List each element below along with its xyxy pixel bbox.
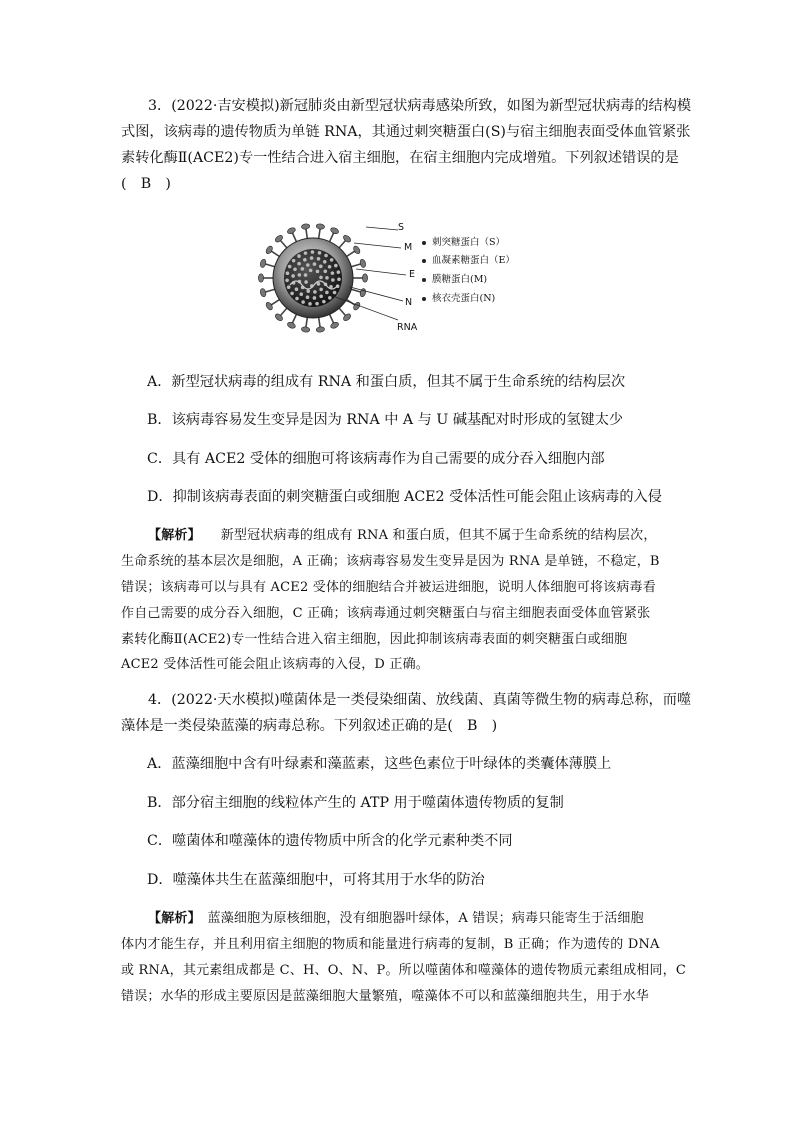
spike-head (362, 274, 367, 282)
q4-option-c: C．噬菌体和噬藻体的遗传物质中所含的化学元素种类不同 (147, 833, 513, 849)
nucleocapsid-dot (304, 280, 308, 284)
nucleocapsid-dot (297, 262, 301, 266)
spike-head (316, 326, 325, 332)
nucleocapsid-dot (313, 262, 317, 266)
nucleocapsid-dot (317, 257, 321, 261)
nucleocapsid-dot (287, 285, 291, 289)
nucleocapsid-dot (293, 267, 297, 271)
nucleocapsid-dot (323, 269, 327, 273)
nucleocapsid-dot (306, 295, 310, 299)
spike-head (259, 259, 266, 269)
nucleocapsid-dot (295, 297, 299, 301)
spike-head (330, 321, 340, 329)
q3-analysis-line-5: 素转化酶Ⅱ(ACE2)专一性结合进入宿主细胞，因此抑制该病毒表面的刺突糖蛋白或细胞 (121, 632, 628, 647)
nucleocapsid-dot (316, 270, 320, 274)
legend-item-e: 血凝素糖蛋白（E） (422, 255, 515, 267)
nucleocapsid-dot (324, 254, 328, 258)
nucleocapsid-dot (306, 289, 310, 293)
nucleocapsid-dot (331, 271, 335, 275)
spike-head (286, 227, 296, 235)
q3-stem-line-2: 式图，该病毒的遗传物质为单链 RNA，其通过刺突糖蛋白(S)与宿主细胞表面受体血管紧张 (121, 124, 691, 140)
nucleocapsid-dot (318, 251, 322, 255)
q3-analysis-line-3: 错误；该病毒可以与具有 ACE2 受体的细胞结合并被运进细胞，说明人体细胞可将该病毒看 (121, 580, 656, 595)
bullet-icon (422, 278, 426, 282)
q3-option-a: A．新型冠状病毒的组成有 RNA 和蛋白质，但其不属于生命系统的结构层次 (147, 374, 626, 390)
nucleocapsid-dot (319, 276, 323, 280)
nucleocapsid-dot (323, 260, 327, 264)
bullet-icon (422, 297, 426, 301)
q4-stem-line-2: 藻体是一类侵染蓝藻的病毒总称。下列叙述正确的是( B ) (121, 718, 498, 734)
spike-head (316, 223, 325, 229)
q3-option-c: C．具有 ACE2 受体的细胞可将该病毒作为自己需要的成分吞入细胞内部 (147, 451, 605, 467)
nucleocapsid-dot (295, 287, 299, 291)
nucleocapsid-dot (290, 292, 294, 296)
q4-analysis-line-1: 【解析】 蓝藻细胞为原核细胞，没有细胞器叶绿体，A 错误；病毒只能寄生于活细胞 (148, 911, 644, 926)
q3-analysis-line-4: 作自己需要的成分吞入细胞，C 正确；该病毒通过刺突糖蛋白与宿主细胞表面受体血管紧张 (121, 606, 651, 621)
q3-option-d: D．抑制该病毒表面的刺突糖蛋白或细胞 ACE2 受体活性可能会阻止该病毒的入侵 (147, 489, 662, 505)
nucleocapsid-dot (306, 263, 310, 267)
analysis-tag: 【解析】 (148, 911, 195, 926)
nucleocapsid-dot (308, 302, 312, 306)
spike-head (352, 245, 361, 255)
nucleocapsid-dot (299, 292, 303, 296)
analysis-tag: 【解析】 (148, 528, 195, 543)
nucleocapsid-dot (319, 265, 323, 269)
nucleocapsid-dot (328, 265, 332, 269)
nucleocapsid-dot (292, 259, 296, 263)
label-m: M (404, 242, 413, 253)
q4-analysis-line-3: 或 RNA，其元素组成都是 C、H、O、N、P。所以噬菌体和噬藻体的遗传物质元素组成相同，C (121, 963, 687, 978)
label-n: N (405, 297, 413, 308)
nucleocapsid-dot (315, 302, 319, 306)
nucleocapsid-dot (325, 276, 329, 280)
nucleocapsid-dot (311, 250, 315, 254)
coronavirus-diagram (258, 215, 418, 340)
q3-stem-line-3: 素转化酶Ⅱ(ACE2)专一性结合进入宿主细胞，在宿主细胞内完成增殖。下列叙述错误的是 (121, 150, 679, 166)
nucleocapsid-dot (319, 294, 323, 298)
nucleocapsid-dot (330, 258, 334, 262)
nucleocapsid-dot (313, 296, 317, 300)
q3-option-b: B．该病毒容易发生变异是因为 RNA 中 A 与 U 碱基配对时形成的氢键太少 (147, 412, 624, 428)
nucleocapsid-dot (313, 290, 317, 294)
q3-answer: ( B ) (121, 176, 171, 192)
bullet-icon (422, 259, 426, 263)
spike-head (258, 274, 263, 282)
spike-head (259, 288, 266, 298)
nucleocapsid-dot (301, 300, 305, 304)
nucleocapsid-dot (310, 256, 314, 260)
nucleocapsid-dot (304, 273, 308, 277)
bullet-icon (422, 241, 426, 245)
nucleocapsid-dot (285, 279, 289, 283)
label-e: E (409, 269, 416, 280)
spike-head (301, 223, 310, 229)
nucleocapsid-dot (303, 258, 307, 262)
nucleocapsid-dot (337, 270, 341, 274)
q4-option-d: D．噬藻体共生在蓝藻细胞中，可将其用于水华的防治 (147, 872, 485, 888)
nucleocapsid-dot (291, 274, 295, 278)
spike-head (265, 301, 274, 311)
nucleocapsid-dot (328, 296, 332, 300)
nucleocapsid-dot (331, 278, 335, 282)
q4-option-a: A．蓝藻细胞中含有叶绿素和藻蓝素，这些色素位于叶绿体的类囊体薄膜上 (147, 756, 612, 772)
nucleocapsid-dot (334, 264, 338, 268)
q3-stem-line-1: 3．(2022·吉安模拟)新冠肺炎由新型冠状病毒感染所致，如图为新型冠状病毒的结构模 (148, 98, 692, 114)
legend-item-s: 刺突糖蛋白（S） (422, 237, 505, 249)
spike-head (265, 245, 274, 255)
q4-analysis-line-2: 体内才能生存，并且利用宿主细胞的物质和能量进行病毒的复制，B 正确；作为遗传的 DNA (121, 937, 660, 952)
q3-analysis-line-2: 生命系统的基本层次是细胞，A 正确；该病毒容易发生变异是因为 RNA 是单链，不稳定，B (121, 554, 660, 569)
nucleocapsid-dot (301, 267, 305, 271)
legend-item-m: 膜糖蛋白(M) (422, 274, 487, 286)
q4-analysis-line-4: 错误；水华的形成主要原因是蓝藻细胞大量繁殖，噬藻体不可以和蓝藻细胞共生，用于水华 (121, 989, 650, 1004)
legend-item-n: 核衣壳蛋白(N) (422, 293, 495, 305)
nucleocapsid-dot (297, 254, 301, 258)
q3-analysis-line-1: 【解析】 新型冠状病毒的组成有 RNA 和蛋白质，但其不属于生命系统的结构层次， (148, 528, 657, 543)
nucleocapsid-dot (309, 269, 313, 273)
nucleocapsid-dot (304, 251, 308, 255)
spike-head (359, 259, 366, 269)
nucleocapsid-dot (337, 277, 341, 281)
q3-analysis-line-6: ACE2 受体活性可能会阻止该病毒的入侵，D 正确。 (121, 657, 429, 672)
label-rna: RNA (397, 322, 418, 333)
nucleocapsid-dot (298, 273, 302, 277)
nucleocapsid-dot (322, 300, 326, 304)
nucleocapsid-dot (288, 265, 292, 269)
label-s: S (398, 222, 405, 233)
nucleocapsid-dot (319, 288, 323, 292)
q4-option-b: B．部分宿主细胞的线粒体产生的 ATP 用于噬菌体遗传物质的复制 (147, 795, 564, 811)
spike-head (301, 326, 310, 332)
nucleocapsid-dot (325, 291, 329, 295)
nucleocapsid-dot (286, 271, 290, 275)
spike-head (286, 321, 296, 329)
q4-stem-line-1: 4．(2022·天水模拟)噬菌体是一类侵染细菌、放线菌、真菌等微生物的病毒总称，而噬 (148, 692, 692, 708)
nucleocapsid-dot (333, 291, 337, 295)
spike-head (330, 227, 340, 235)
